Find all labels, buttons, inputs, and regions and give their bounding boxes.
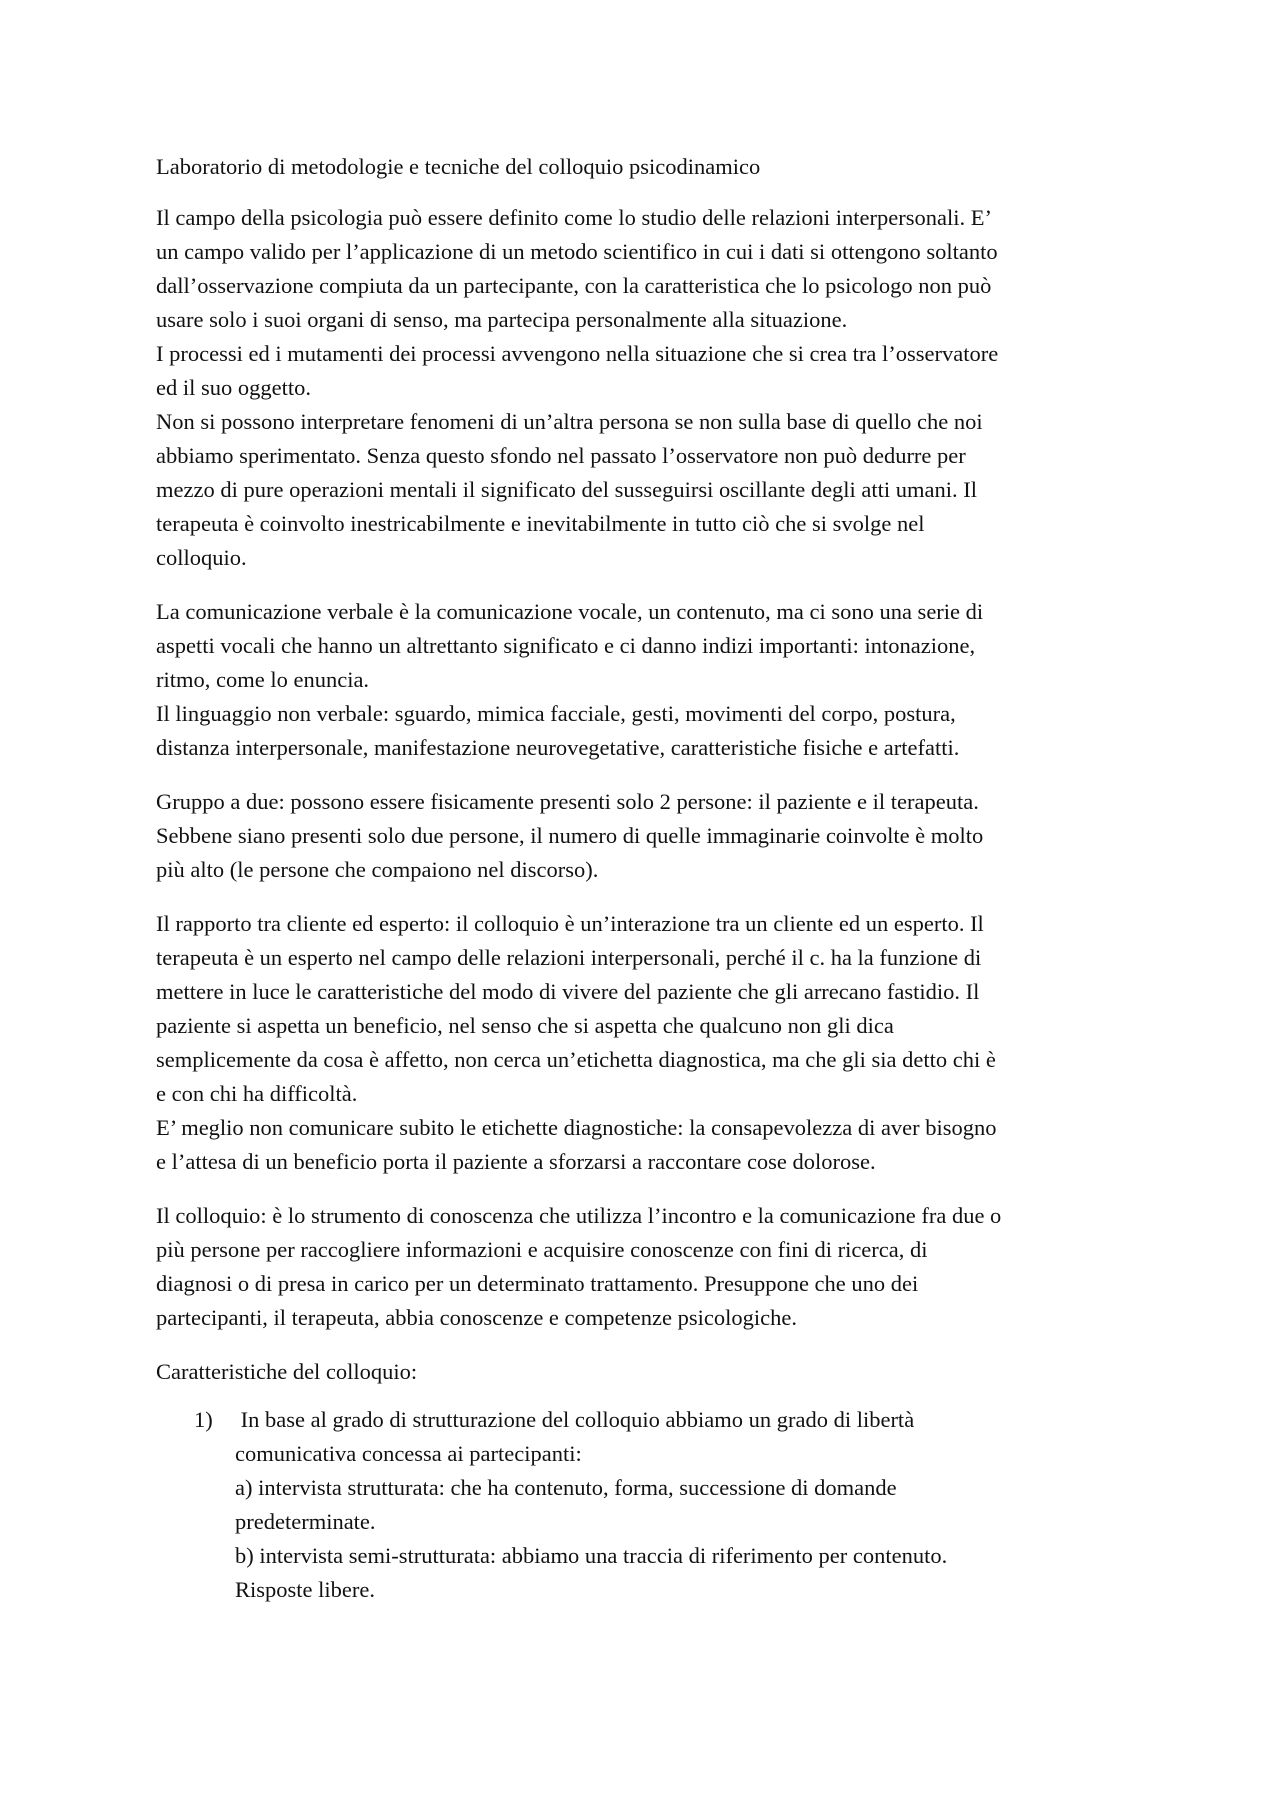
text-line: Non si possono interpretare fenomeni di un’altra persona se non sulla base di quello che noi [156,409,983,434]
text-line: ritmo, come lo enuncia. [156,667,370,692]
text-line: distanza interpersonale, manifestazione neurovegetative, caratteristiche fisiche e artefatti. [156,735,960,760]
text-line: Sebbene siano presenti solo due persone, il numero di quelle immaginarie coinvolte è molto [156,823,984,848]
text-line: Il rapporto tra cliente ed esperto: il colloquio è un’interazione tra un cliente ed un esperto. Il [156,911,984,936]
document-title: Laboratorio di metodologie e tecniche del colloquio psicodinamico [156,154,761,179]
text-line: b) intervista semi-strutturata: abbiamo una traccia di riferimento per contenuto. [235,1543,948,1568]
text-line: abbiamo sperimentato. Senza questo sfondo nel passato l’osservatore non può dedurre per [156,443,966,468]
text-line: e l’attesa di un beneficio porta il paziente a sforzarsi a raccontare cose dolorose. [156,1149,876,1174]
text-line: mettere in luce le caratteristiche del modo di vivere del paziente che gli arrecano fastidio. Il [156,979,980,1004]
text-line: a) intervista strutturata: che ha contenuto, forma, successione di domande [235,1475,897,1500]
paragraph-comunicazione [156,595,1141,765]
text-line: diagnosi o di presa in carico per un determinato trattamento. Presuppone che uno dei [156,1271,919,1296]
text-line: comunicativa concessa ai partecipanti: [235,1441,582,1466]
text-line: aspetti vocali che hanno un altrettanto significato e ci danno indizi importanti: intonazione, [156,633,976,658]
text-line: predeterminate. [235,1509,376,1534]
text-line: e con chi ha difficoltà. [156,1081,358,1106]
text-line: Risposte libere. [235,1577,375,1602]
list-item [156,1403,1141,1607]
text-line: Il linguaggio non verbale: sguardo, mimica facciale, gesti, movimenti del corpo, postura, [156,701,956,726]
paragraph-rapporto [156,907,1141,1179]
text-line: un campo valido per l’applicazione di un metodo scientifico in cui i dati si ottengono soltanto [156,239,998,264]
text-line: In base al grado di strutturazione del colloquio abbiamo un grado di libertà [235,1407,915,1432]
paragraph-caratteristiche [156,1355,1141,1389]
text-line: usare solo i suoi organi di senso, ma partecipa personalmente alla situazione. [156,307,848,332]
text-line: terapeuta è un esperto nel campo delle relazioni interpersonali, perché il c. ha la funzione di [156,945,982,970]
document-page [156,150,1141,1607]
numbered-list [156,1403,1141,1607]
text-line: terapeuta è coinvolto inestricabilmente e inevitabilmente in tutto ciò che si svolge nel [156,511,925,536]
text-line: dall’osservazione compiuta da un partecipante, con la caratteristica che lo psicologo non può [156,273,992,298]
text-line: paziente si aspetta un beneficio, nel senso che si aspetta che qualcuno non gli dica [156,1013,894,1038]
text-line: più persone per raccogliere informazioni e acquisire conoscenze con fini di ricerca, di [156,1237,928,1262]
text-line: E’ meglio non comunicare subito le etichette diagnostiche: la consapevolezza di aver bisogno [156,1115,997,1140]
text-line: Gruppo a due: possono essere fisicamente presenti solo 2 persone: il paziente e il terapeuta. [156,789,979,814]
text-line: Il campo della psicologia può essere definito come lo studio delle relazioni interpersonali. E’ [156,205,992,230]
list-marker: 1) [194,1407,213,1432]
paragraph-colloquio [156,1199,1141,1335]
text-line: mezzo di pure operazioni mentali il significato del susseguirsi oscillante degli atti umani. Il [156,477,978,502]
paragraph-gruppo [156,785,1141,887]
text-line: semplicemente da cosa è affetto, non cerca un’etichetta diagnostica, ma che gli sia detto chi è [156,1047,996,1072]
text-line: più alto (le persone che compaiono nel discorso). [156,857,599,882]
text-line: colloquio. [156,545,247,570]
text-line: ed il suo oggetto. [156,375,311,400]
paragraph-psicologia [156,201,1141,575]
text-line: I processi ed i mutamenti dei processi avvengono nella situazione che si crea tra l’osservatore [156,341,999,366]
text-line: Il colloquio: è lo strumento di conoscenza che utilizza l’incontro e la comunicazione fra due o [156,1203,1002,1228]
text-line: La comunicazione verbale è la comunicazione vocale, un contenuto, ma ci sono una serie di [156,599,984,624]
text-line: Caratteristiche del colloquio: [156,1359,418,1384]
text-line: partecipanti, il terapeuta, abbia conoscenze e competenze psicologiche. [156,1305,797,1330]
